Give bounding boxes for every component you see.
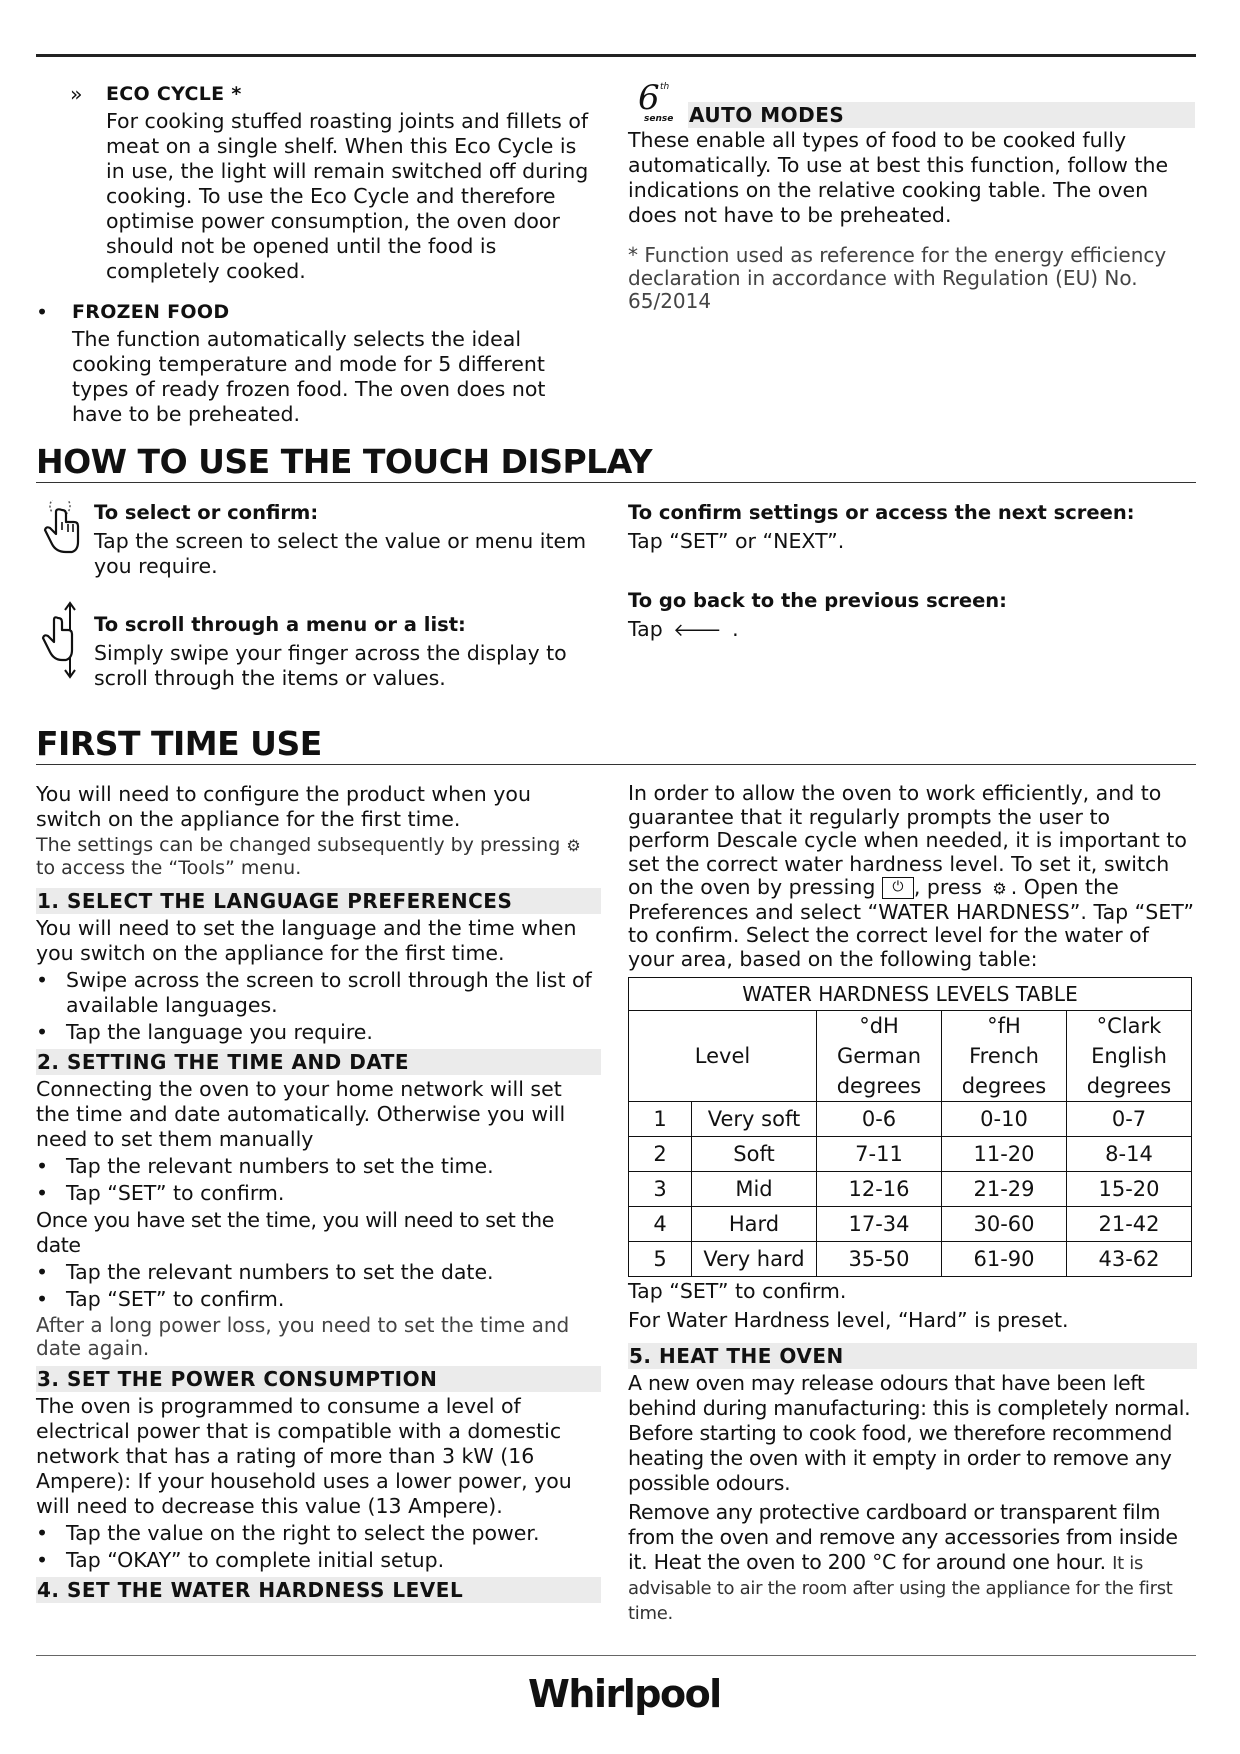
heat-oven-text: A new oven may release odours that have been left behind during manufacturing: this is completely normal. Before starting to cook food, we therefore recommend heating the oven with it empty in order to remove any possible odours. <box>628 1371 1191 1495</box>
frozen-food-text: The function automatically selects the ideal cooking temperature and mode for 5 different types of ready frozen food. The oven does not have to be preheated. <box>72 327 546 426</box>
power-section-title: 3. SET THE POWER CONSUMPTION <box>36 1366 601 1392</box>
energy-footnote: * Function used as reference for the energy efficiency declaration in accordance with Regulation (EU) No. 65/2014 <box>628 243 1167 313</box>
auto-modes-block <box>628 78 1196 313</box>
frozen-food-block <box>36 300 600 427</box>
scroll-hand-icon <box>36 600 84 680</box>
power-loss-note: After a long power loss, you need to set the time and date again. <box>36 1313 570 1360</box>
scroll-text: Simply swipe your finger across the display to scroll through the items or values. <box>94 641 567 690</box>
language-section-text: You will need to set the language and the time when you switch on the appliance for the first time. <box>36 916 577 965</box>
tools-note-end: to access the “Tools” menu. <box>36 857 302 879</box>
time-bullet-2: • Tap “SET” to confirm. <box>36 1181 285 1205</box>
go-back-text-end: . <box>732 617 739 641</box>
first-use-left-column <box>36 782 600 1603</box>
table-level-header: Level <box>629 1011 817 1102</box>
first-use-right-column <box>628 782 1196 1625</box>
language-bullet-2: • Tap the language you require. <box>36 1020 373 1044</box>
table-row: 4 Hard 17-34 30-60 21-42 <box>629 1207 1192 1242</box>
date-intro: Once you have set the time, you will need to set the date <box>36 1208 554 1257</box>
confirm-next-text: Tap “SET” or “NEXT”. <box>628 529 845 553</box>
table-row: 1 Very soft 0-6 0-10 0-7 <box>629 1102 1192 1137</box>
touch-display-title: HOW TO USE THE TOUCH DISPLAY <box>36 442 1196 483</box>
tap-hand-icon <box>36 500 84 554</box>
frozen-food-title: FROZEN FOOD <box>72 301 230 323</box>
bottom-rule <box>36 1655 1196 1656</box>
select-confirm-text: Tap the screen to select the value or menu item you require. <box>94 529 587 578</box>
table-confirm-text: Tap “SET” to confirm. <box>628 1279 847 1303</box>
heat-oven-section-title: 5. HEAT THE OVEN <box>628 1343 1197 1369</box>
select-confirm-heading: To select or confirm: <box>94 501 319 524</box>
scroll-block <box>94 612 600 691</box>
time-date-text: Connecting the oven to your home network will set the time and date automatically. Otherwise you will need to set them manually <box>36 1077 566 1151</box>
tools-note: The settings can be changed subsequently by pressing <box>36 834 561 856</box>
date-bullet-1: • Tap the relevant numbers to set the date. <box>36 1260 494 1284</box>
tools-icon: ⚙ <box>566 836 581 855</box>
first-time-use-title: FIRST TIME USE <box>36 724 1196 765</box>
scroll-heading: To scroll through a menu or a list: <box>94 613 466 636</box>
power-section-text: The oven is programmed to consume a level of electrical power that is compatible with a domestic network that has a rating of more than 3 kW (16 Ampere): If your household uses a lower power, you will need to decrease this value (13 Ampere). <box>36 1394 572 1518</box>
top-rule <box>36 54 1196 57</box>
confirm-next-heading: To confirm settings or access the next screen: <box>628 501 1135 524</box>
whirlpool-logo: Whirlpool <box>528 1672 721 1716</box>
tools-icon-2: ⚙ <box>992 879 1007 898</box>
water-section-title: 4. SET THE WATER HARDNESS LEVEL <box>36 1577 601 1603</box>
frozen-food-marker: • <box>36 300 49 324</box>
back-arrow-icon: 🡐 <box>673 620 722 641</box>
table-row: 3 Mid 12-16 21-29 15-20 <box>629 1172 1192 1207</box>
first-use-intro: You will need to configure the product when you switch on the appliance for the first time. <box>36 782 531 831</box>
power-bullet-1: • Tap the value on the right to select the power. <box>36 1521 540 1545</box>
language-section-title: 1. SELECT THE LANGUAGE PREFERENCES <box>36 888 601 914</box>
date-bullet-2: • Tap “SET” to confirm. <box>36 1287 285 1311</box>
auto-modes-title: AUTO MODES <box>688 102 1195 128</box>
select-confirm-block <box>94 500 600 579</box>
eco-cycle-block <box>70 82 600 284</box>
water-hardness-intro: In order to allow the oven to work efficiently, and to guarantee that it regularly prompts the user to perform Descale cycle when needed, it is important to set the correct water hardness level. To set it, switch on the oven by pressing ⏻ , press ⚙ . Open the Preferences and select “WATER HARDNESS”. Tap “SET” to confirm. Select the correct level for the water of your area, based on the following table: <box>628 781 1194 971</box>
eco-cycle-marker: » <box>70 82 83 106</box>
water-hardness-table <box>628 977 1192 1277</box>
table-header-fh: °fH French degrees <box>942 1011 1067 1102</box>
auto-modes-text: These enable all types of food to be cooked fully automatically. To use at best this function, follow the indications on the relative cooking table. The oven does not have to be preheated. <box>628 128 1169 227</box>
power-button-icon: ⏻ <box>882 877 914 899</box>
power-bullet-2: • Tap “OKAY” to complete initial setup. <box>36 1548 445 1572</box>
table-row: 2 Soft 7-11 11-20 8-14 <box>629 1137 1192 1172</box>
heat-oven-instructions: Remove any protective cardboard or transparent film from the oven and remove any accessories from inside it. Heat the oven to 200 °C for around one hour. It is advisable to air the room after using the appliance for the first time. <box>628 1500 1178 1624</box>
table-row: 5 Very hard 35-50 61-90 43-62 <box>629 1242 1192 1277</box>
hard-preset-text: For Water Hardness level, “Hard” is preset. <box>628 1308 1069 1332</box>
table-header-clark: °Clark English degrees <box>1067 1011 1192 1102</box>
go-back-block <box>628 588 1196 643</box>
language-bullet-1: • Swipe across the screen to scroll through the list of available languages. <box>36 968 592 1017</box>
go-back-text: Tap <box>628 617 663 641</box>
sixth-sense-icon: 6 th sense <box>638 78 674 124</box>
go-back-heading: To go back to the previous screen: <box>628 589 1007 612</box>
time-date-section-title: 2. SETTING THE TIME AND DATE <box>36 1049 601 1075</box>
eco-cycle-text: For cooking stuffed roasting joints and fillets of meat on a single shelf. When this Eco Cycle is in use, the light will remain switched off during cooking. To use the Eco Cycle and therefore optimise power consumption, the oven door should not be opened until the food is completely cooked. <box>106 109 589 283</box>
eco-cycle-title: ECO CYCLE * <box>106 83 242 105</box>
time-bullet-1: • Tap the relevant numbers to set the time. <box>36 1154 494 1178</box>
table-header-dh: °dH German degrees <box>817 1011 942 1102</box>
confirm-next-block <box>628 500 1196 554</box>
table-title: WATER HARDNESS LEVELS TABLE <box>629 978 1192 1011</box>
